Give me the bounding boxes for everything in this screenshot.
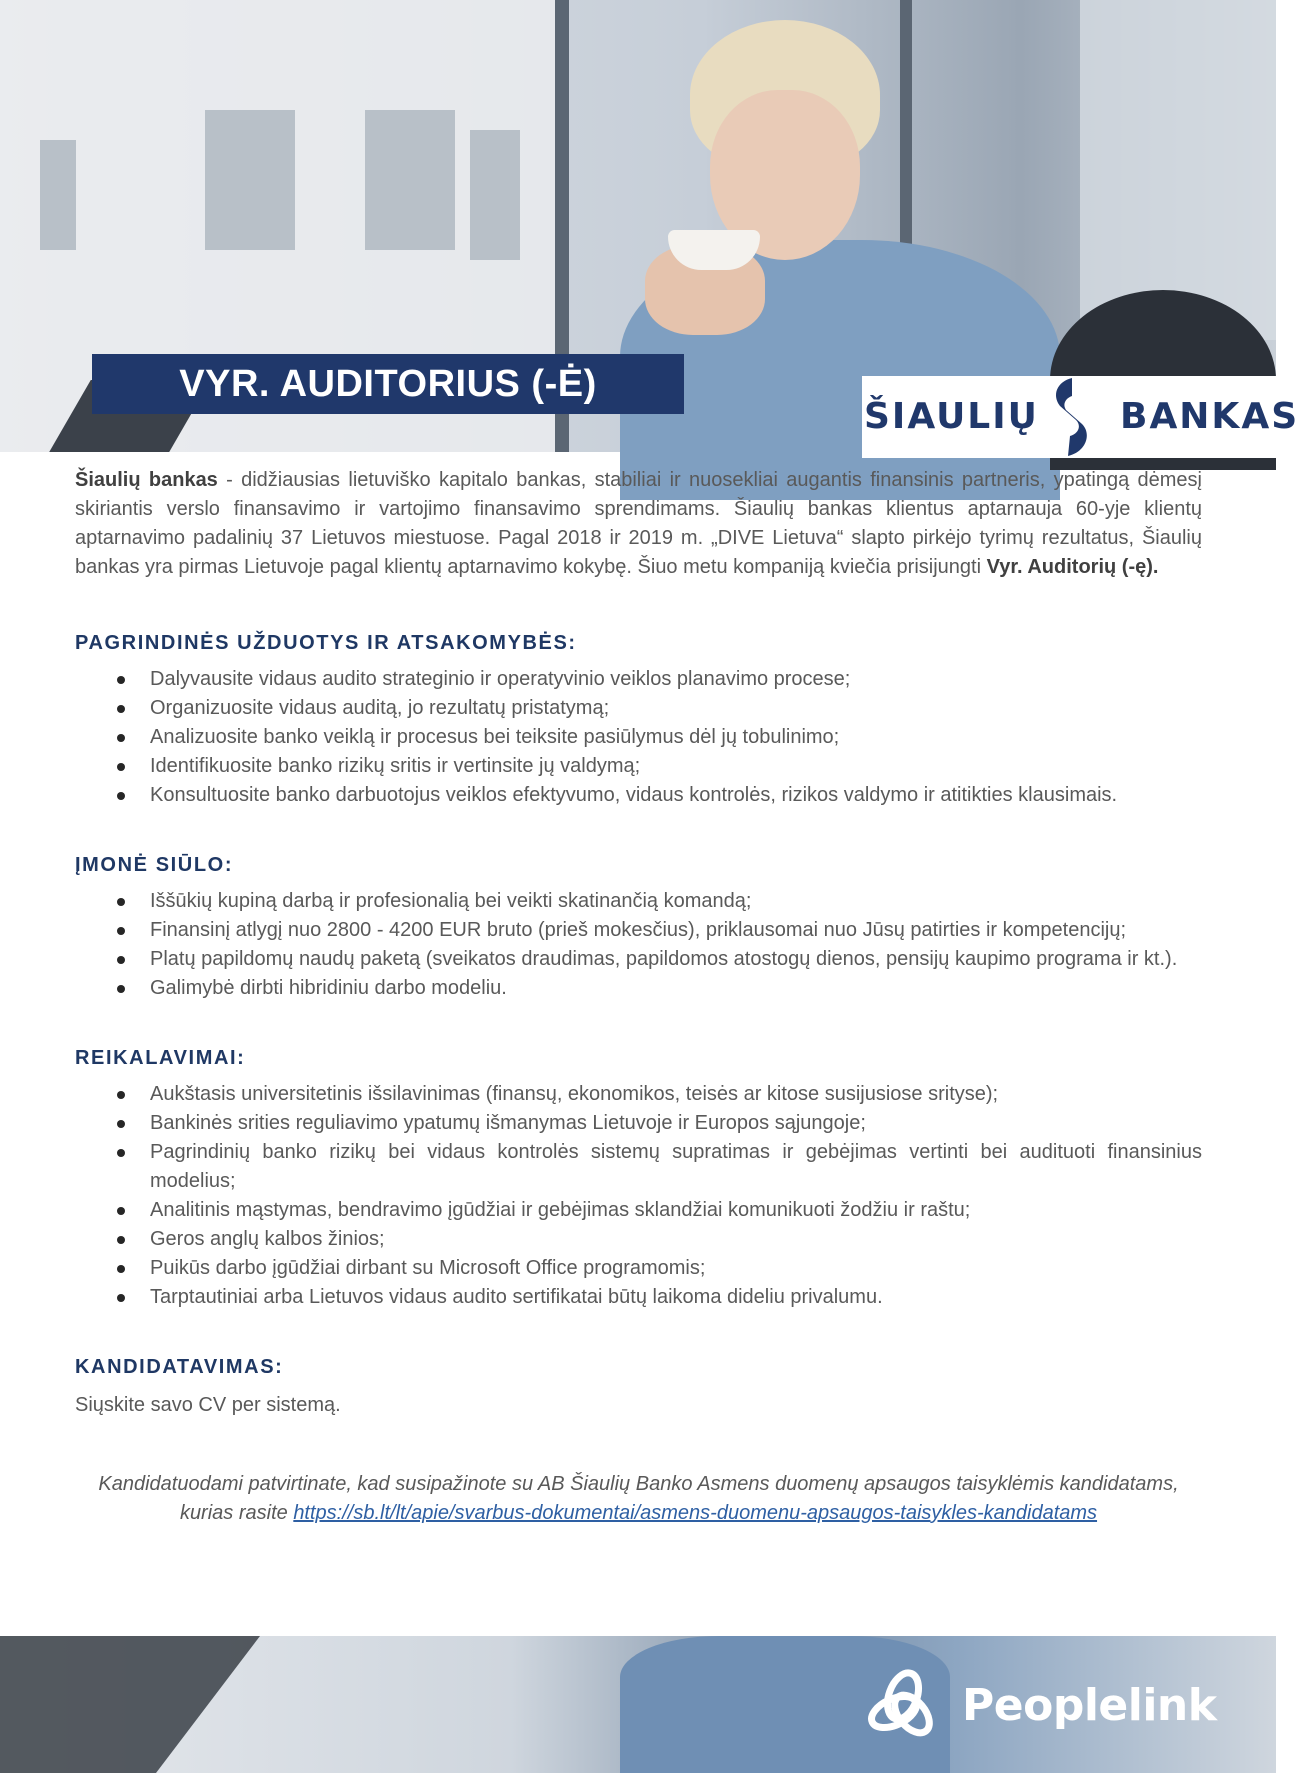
- list-item: Analizuosite banko veiklą ir procesus bei teiksite pasiūlymus dėl jų tobulinimo;: [75, 723, 1202, 752]
- list-item: Finansinį atlygį nuo 2800 - 4200 EUR bruto (prieš mokesčius), priklausomai nuo Jūsų patirties ir kompetencijų;: [75, 916, 1202, 945]
- apply-heading: KANDIDATAVIMAS:: [75, 1356, 284, 1378]
- requirements-heading: REIKALAVIMAI:: [75, 1047, 246, 1069]
- peoplelink-wordmark: Peoplelink: [962, 1679, 1217, 1731]
- list-item: Iššūkių kupiną darbą ir profesionalią bei veikti skatinančią komandą;: [75, 887, 1202, 916]
- offer-list: [75, 887, 1202, 1003]
- siauliu-bankas-s-icon: [1038, 376, 1102, 458]
- requirements-list: [75, 1080, 1202, 1312]
- logo-right-word: BANKAS: [1120, 396, 1299, 437]
- apply-instructions: Siųskite savo CV per sistemą.: [75, 1394, 341, 1416]
- list-item: Tarptautiniai arba Lietuvos vidaus audito sertifikatai būtų laikoma dideliu privalumu.: [75, 1283, 1202, 1312]
- company-name: Šiaulių bankas: [75, 469, 218, 491]
- list-item: Galimybė dirbti hibridiniu darbo modeliu.: [75, 974, 1202, 1003]
- intro-paragraph: [75, 466, 1202, 582]
- peoplelink-knot-icon: [864, 1666, 942, 1744]
- offer-heading: ĮMONĖ SIŪLO:: [75, 854, 234, 876]
- job-description: [75, 466, 1202, 1528]
- list-item: Bankinės srities reguliavimo ypatumų išmanymas Lietuvoje ir Europos sąjungoje;: [75, 1109, 1202, 1138]
- list-item: Identifikuosite banko rizikų sritis ir vertinsite jų valdymą;: [75, 752, 1202, 781]
- duties-heading: PAGRINDINĖS UŽDUOTYS IR ATSAKOMYBĖS:: [75, 632, 577, 654]
- logo-left-word: ŠIAULIŲ: [864, 396, 1039, 437]
- job-title-banner: [92, 354, 684, 414]
- background-building: [1080, 0, 1276, 340]
- disclaimer-prefix: kurias rasite: [179, 1502, 294, 1524]
- job-title: VYR. AUDITORIUS (-Ė): [179, 362, 597, 405]
- building-window: [205, 110, 295, 250]
- peoplelink-logo: [864, 1666, 1217, 1744]
- intro-text: - didžiausias lietuviško kapitalo bankas, stabiliai ir nuosekliai augantis finansinis partneris, ypatingą dėmesį skiriantis verslo finansavimo ir vartojimo finansavimo sprendimams. Šiaulių bankas klientus aptarnauja 60-yje klientų aptarnavimo padalinių 37 Lietuvos miestuose. Pagal 2018 ir 2019 m. „DIVE Lietuva“ slapto pirkėjo tyrimų rezultatus, Šiaulių bankas yra pirmas Lietuvoje pagal klientų aptarnavimo kokybę. Šiuo metu kompaniją kviečia prisijungti: [75, 469, 1202, 578]
- position-name: Vyr. Auditorių (-ę).: [986, 556, 1159, 578]
- list-item: Analitinis mąstymas, bendravimo įgūdžiai ir gebėjimas sklandžiai komunikuoti žodžiu ir raštu;: [75, 1196, 1202, 1225]
- footer-photo: [0, 1636, 1276, 1773]
- list-item: Platų papildomų naudų paketą (sveikatos draudimas, papildomos atostogų dienos, pensijų kaupimo programa ir kt.).: [75, 945, 1202, 974]
- duties-list: [75, 665, 1202, 810]
- privacy-disclaimer: [75, 1470, 1202, 1528]
- building-window: [40, 140, 76, 250]
- list-item: Organizuosite vidaus auditą, jo rezultatų pristatymą;: [75, 694, 1202, 723]
- list-item: Geros anglų kalbos žinios;: [75, 1225, 1202, 1254]
- disclaimer-line: Kandidatuodami patvirtinate, kad susipažinote su AB Šiaulių Banko Asmens duomenų apsaugos taisyklėmis kandidatams,: [98, 1473, 1179, 1495]
- building-window: [470, 130, 520, 260]
- laptop-shape: [0, 1636, 260, 1773]
- list-item: Pagrindinių banko rizikų bei vidaus kontrolės sistemų supratimas ir gebėjimas vertinti bei audituoti finansinius modelius;: [75, 1138, 1202, 1196]
- siauliu-bankas-logo: [862, 376, 1299, 458]
- disclaimer-line: [75, 1499, 1202, 1528]
- list-item: Dalyvausite vidaus audito strateginio ir operatyvinio veiklos planavimo procese;: [75, 665, 1202, 694]
- building-window: [365, 110, 455, 250]
- list-item: Puikūs darbo įgūdžiai dirbant su Microsoft Office programomis;: [75, 1254, 1202, 1283]
- privacy-policy-link[interactable]: https://sb.lt/lt/apie/svarbus-dokumentai/asmens-duomenu-apsaugos-taisykles-kandidatams: [293, 1502, 1098, 1524]
- list-item: Konsultuosite banko darbuotojus veiklos efektyvumo, vidaus kontrolės, rizikos valdymo ir atitikties klausimais.: [75, 781, 1202, 810]
- list-item: Aukštasis universitetinis išsilavinimas (finansų, ekonomikos, teisės ar kitose susijusiose srityse);: [75, 1080, 1202, 1109]
